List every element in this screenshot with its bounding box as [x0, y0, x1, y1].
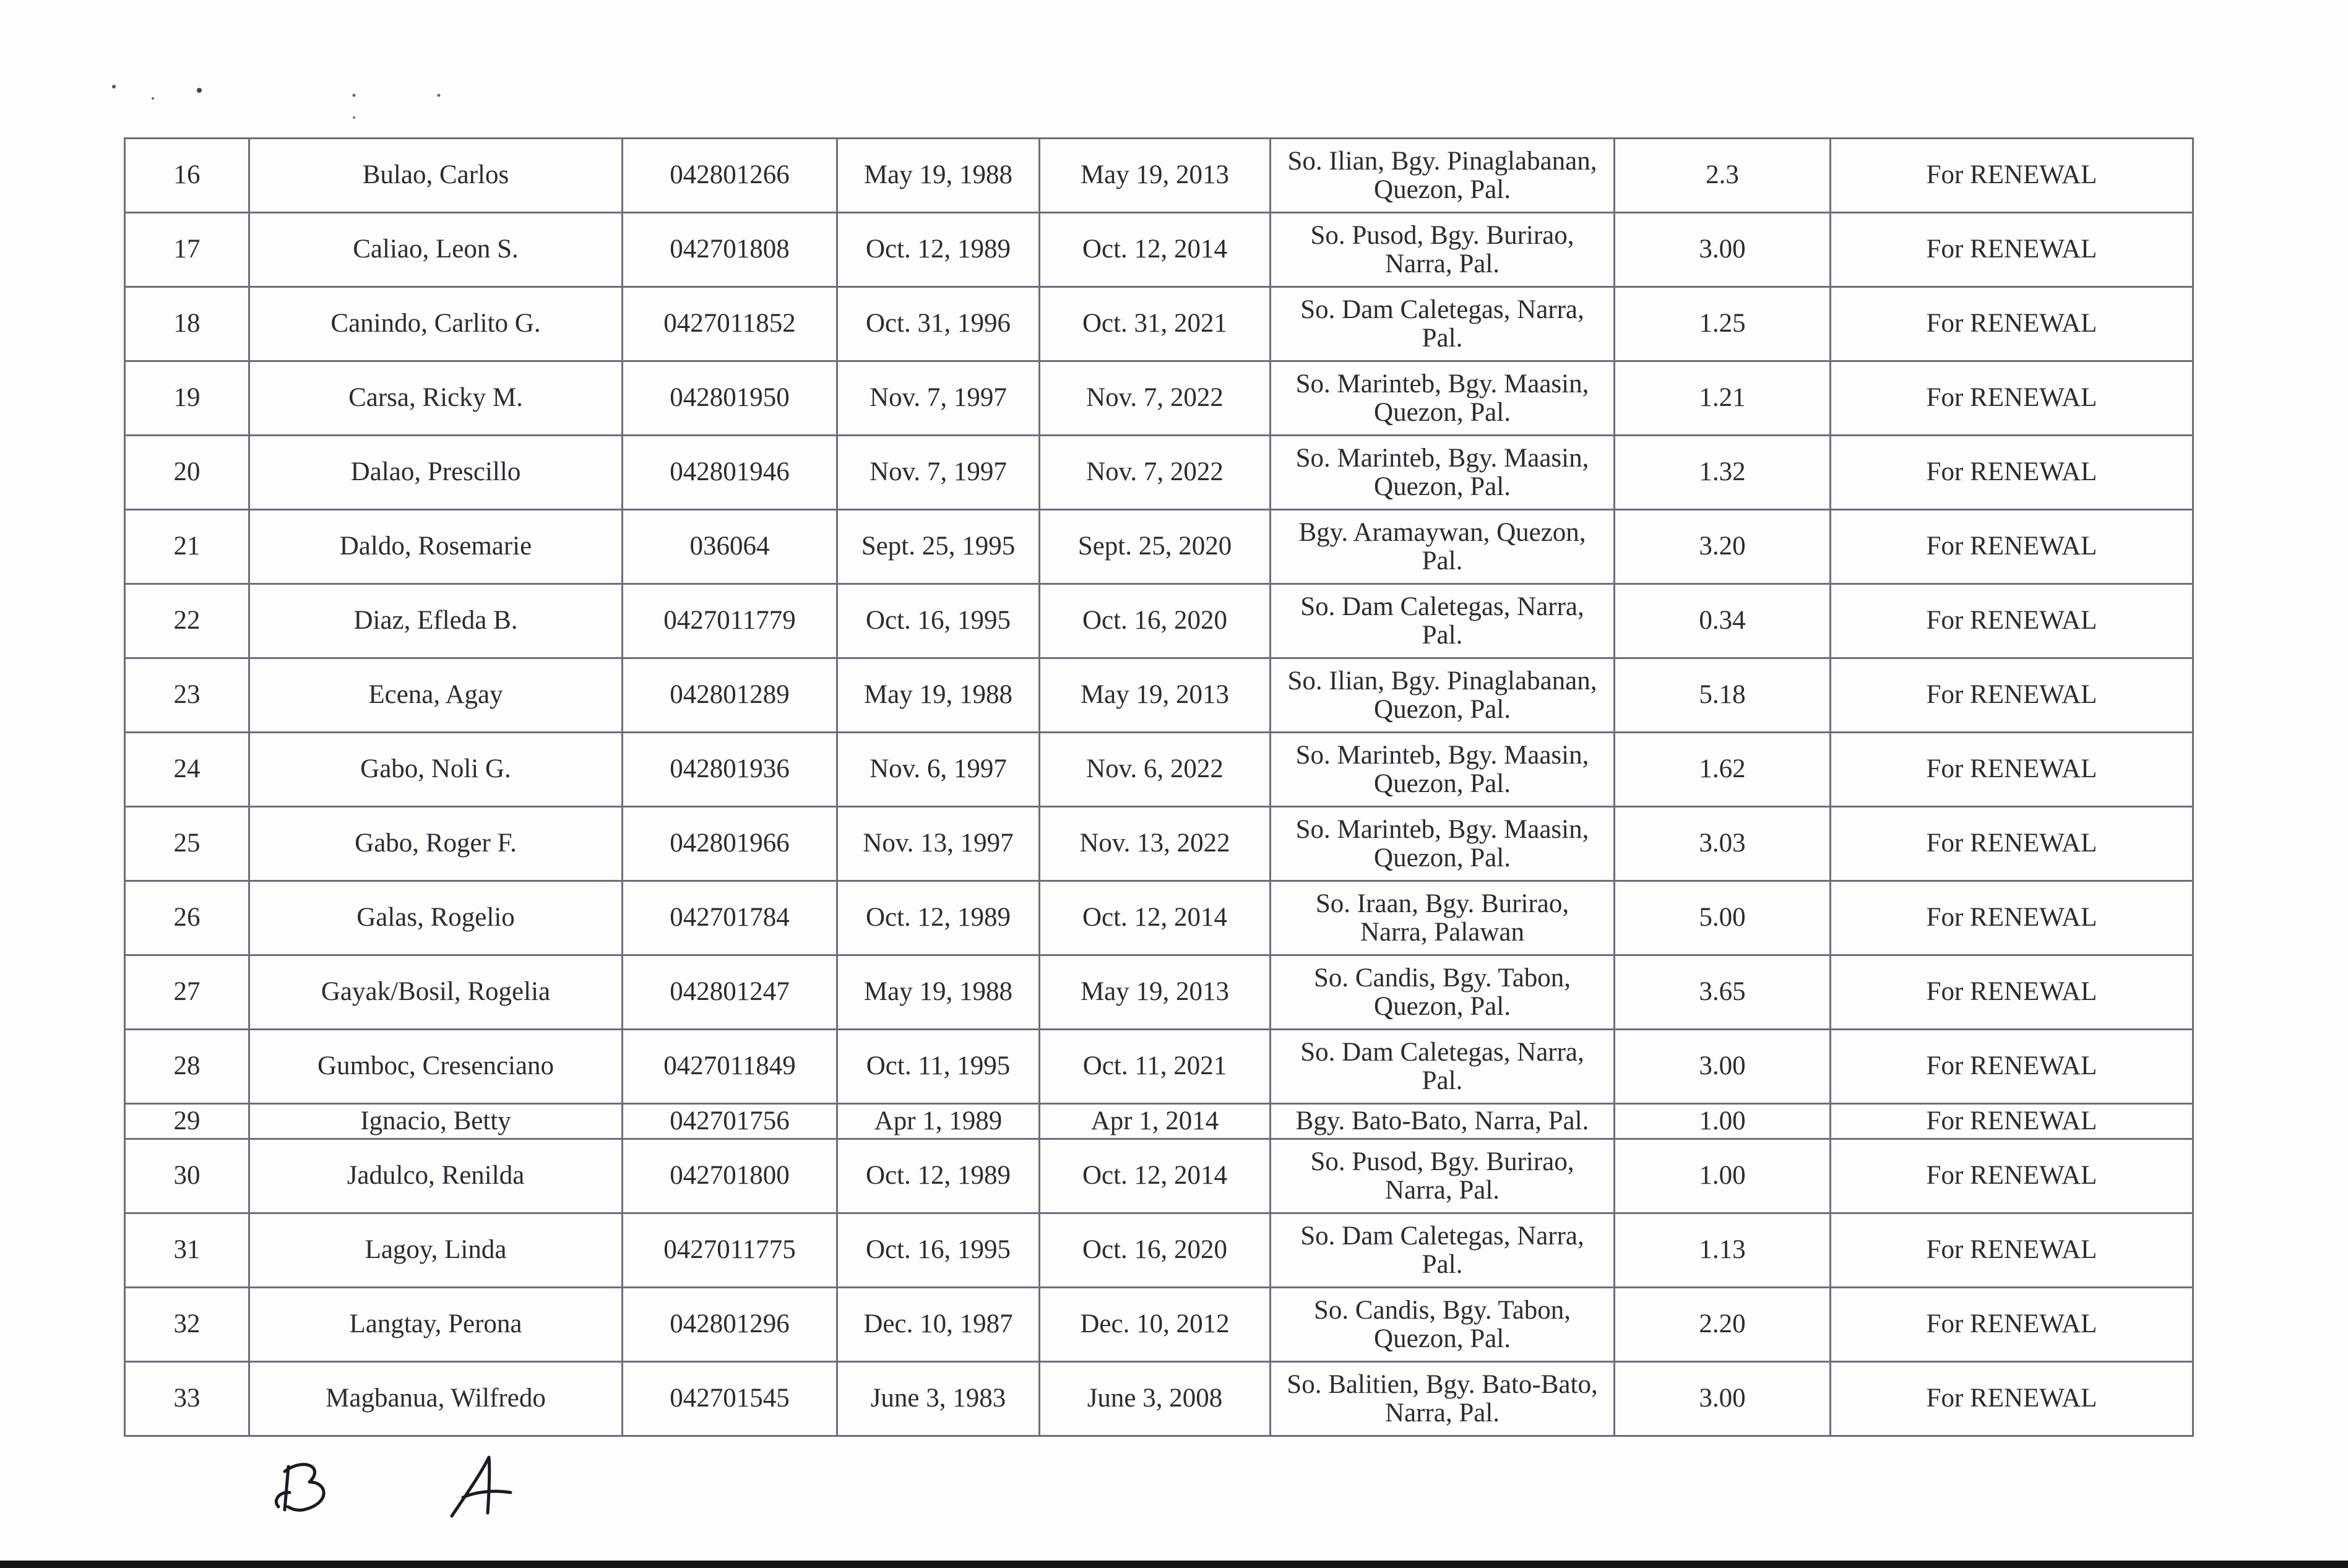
cell-area: 3.65	[1615, 955, 1831, 1030]
cell-date-issued: Oct. 16, 1995	[837, 1213, 1040, 1288]
cell-id-number: 042801289	[623, 658, 837, 733]
cell-number: 27	[125, 955, 249, 1030]
cell-area: 2.20	[1615, 1288, 1831, 1362]
cell-name: Langtay, Perona	[249, 1288, 623, 1362]
address-line-1: So. Pusod, Bgy. Burirao,	[1310, 1147, 1574, 1176]
table-row	[125, 881, 2193, 955]
cell-id-number: 042701784	[623, 881, 837, 955]
cell-name: Carsa, Ricky M.	[249, 361, 623, 436]
cell-address	[1271, 955, 1615, 1030]
cell-area: 1.32	[1615, 436, 1831, 510]
cell-name: Diaz, Efleda B.	[249, 584, 623, 658]
cell-address	[1271, 1213, 1615, 1288]
cell-number: 26	[125, 881, 249, 955]
address-line-2: Pal.	[1422, 1249, 1463, 1279]
cell-name: Magbanua, Wilfredo	[249, 1362, 623, 1436]
address-line-2: Narra, Pal.	[1384, 249, 1500, 278]
table-row	[125, 1030, 2193, 1104]
records-table	[124, 137, 2194, 1437]
cell-date-issued: Nov. 13, 1997	[837, 807, 1040, 881]
cell-remarks: For RENEWAL	[1831, 510, 2193, 584]
cell-area: 1.25	[1615, 287, 1831, 361]
cell-name: Galas, Rogelio	[249, 881, 623, 955]
address-line-2: Narra, Pal.	[1384, 1175, 1500, 1205]
cell-number: 20	[125, 436, 249, 510]
cell-date-issued: Nov. 6, 1997	[837, 733, 1040, 807]
cell-date-expiry: Oct. 11, 2021	[1040, 1030, 1271, 1104]
cell-address	[1271, 733, 1615, 807]
table-row	[125, 1288, 2193, 1362]
cell-date-expiry: Oct. 12, 2014	[1040, 213, 1271, 287]
table-row	[125, 361, 2193, 436]
cell-date-expiry: Nov. 7, 2022	[1040, 436, 1271, 510]
cell-address	[1271, 1362, 1615, 1436]
address-line-1: So. Candis, Bgy. Tabon,	[1313, 1295, 1571, 1325]
address-line-2: Quezon, Pal.	[1374, 694, 1511, 724]
cell-date-issued: Oct. 11, 1995	[837, 1030, 1040, 1104]
address-line-1: So. Dam Caletegas, Narra,	[1300, 592, 1584, 621]
cell-area: 2.3	[1615, 139, 1831, 213]
cell-area: 5.00	[1615, 881, 1831, 955]
address-line-2: Quezon, Pal.	[1374, 1324, 1511, 1353]
cell-remarks: For RENEWAL	[1831, 361, 2193, 436]
cell-date-issued: Nov. 7, 1997	[837, 361, 1040, 436]
cell-date-issued: Apr 1, 1989	[837, 1104, 1040, 1139]
cell-number: 33	[125, 1362, 249, 1436]
address-line-1: So. Dam Caletegas, Narra,	[1300, 1221, 1584, 1251]
cell-name: Ignacio, Betty	[249, 1104, 623, 1139]
cell-id-number: 0427011779	[623, 584, 837, 658]
table-row	[125, 213, 2193, 287]
cell-remarks: For RENEWAL	[1831, 1030, 2193, 1104]
cell-address	[1271, 510, 1615, 584]
cell-address	[1271, 1288, 1615, 1362]
cell-date-issued: May 19, 1988	[837, 139, 1040, 213]
cell-area: 3.00	[1615, 1030, 1831, 1104]
cell-name: Gumboc, Cresenciano	[249, 1030, 623, 1104]
cell-number: 24	[125, 733, 249, 807]
cell-date-expiry: June 3, 2008	[1040, 1362, 1271, 1436]
address-line-2: Pal.	[1422, 1066, 1463, 1095]
cell-date-issued: Dec. 10, 1987	[837, 1288, 1040, 1362]
cell-name: Gabo, Roger F.	[249, 807, 623, 881]
address-line-1: Bgy. Aramaywan, Quezon,	[1298, 517, 1586, 547]
cell-name: Gayak/Bosil, Rogelia	[249, 955, 623, 1030]
cell-area: 0.34	[1615, 584, 1831, 658]
address-line-2: Narra, Palawan	[1360, 917, 1525, 947]
address-line-2: Pal.	[1422, 620, 1463, 650]
address-line-2: Pal.	[1422, 323, 1463, 353]
cell-id-number: 042801247	[623, 955, 837, 1030]
cell-address	[1271, 287, 1615, 361]
address-line-2: Quezon, Pal.	[1374, 991, 1511, 1021]
cell-date-expiry: Oct. 16, 2020	[1040, 1213, 1271, 1288]
cell-remarks: For RENEWAL	[1831, 139, 2193, 213]
cell-name: Jadulco, Renilda	[249, 1139, 623, 1213]
cell-id-number: 042701756	[623, 1104, 837, 1139]
table-row	[125, 1139, 2193, 1213]
cell-name: Gabo, Noli G.	[249, 733, 623, 807]
cell-number: 16	[125, 139, 249, 213]
cell-area: 5.18	[1615, 658, 1831, 733]
cell-address	[1271, 807, 1615, 881]
cell-number: 25	[125, 807, 249, 881]
cell-number: 19	[125, 361, 249, 436]
address-line-2: Quezon, Pal.	[1374, 769, 1511, 798]
address-line-1: So. Marinteb, Bgy. Maasin,	[1295, 369, 1589, 398]
cell-id-number: 042801266	[623, 139, 837, 213]
cell-date-expiry: Nov. 13, 2022	[1040, 807, 1271, 881]
address-line-1: So. Dam Caletegas, Narra,	[1300, 1037, 1584, 1067]
address-line-1: So. Marinteb, Bgy. Maasin,	[1295, 814, 1589, 844]
cell-date-expiry: Oct. 16, 2020	[1040, 584, 1271, 658]
scan-specks	[105, 80, 477, 130]
cell-area: 1.00	[1615, 1104, 1831, 1139]
cell-date-issued: Oct. 12, 1989	[837, 213, 1040, 287]
cell-date-expiry: May 19, 2013	[1040, 955, 1271, 1030]
cell-id-number: 042801966	[623, 807, 837, 881]
cell-date-expiry: Nov. 6, 2022	[1040, 733, 1271, 807]
cell-address	[1271, 1139, 1615, 1213]
cell-remarks: For RENEWAL	[1831, 1362, 2193, 1436]
cell-id-number: 042701800	[623, 1139, 837, 1213]
cell-number: 17	[125, 213, 249, 287]
address-line-1: So. Dam Caletegas, Narra,	[1300, 295, 1584, 324]
cell-date-expiry: Oct. 12, 2014	[1040, 881, 1271, 955]
cell-id-number: 0427011775	[623, 1213, 837, 1288]
address-line-1: So. Marinteb, Bgy. Maasin,	[1295, 443, 1589, 473]
cell-remarks: For RENEWAL	[1831, 1139, 2193, 1213]
cell-remarks: For RENEWAL	[1831, 733, 2193, 807]
cell-remarks: For RENEWAL	[1831, 1104, 2193, 1139]
cell-id-number: 042701808	[623, 213, 837, 287]
cell-date-issued: June 3, 1983	[837, 1362, 1040, 1436]
cell-id-number: 042701545	[623, 1362, 837, 1436]
address-line-2: Quezon, Pal.	[1374, 174, 1511, 204]
table-row	[125, 1362, 2193, 1436]
cell-number: 23	[125, 658, 249, 733]
table-row	[125, 287, 2193, 361]
table-row	[125, 955, 2193, 1030]
cell-date-issued: May 19, 1988	[837, 955, 1040, 1030]
cell-remarks: For RENEWAL	[1831, 955, 2193, 1030]
address-line-1: So. Balitien, Bgy. Bato-Bato,	[1287, 1369, 1598, 1399]
cell-remarks: For RENEWAL	[1831, 1288, 2193, 1362]
cell-date-expiry: Oct. 12, 2014	[1040, 1139, 1271, 1213]
cell-date-issued: Oct. 16, 1995	[837, 584, 1040, 658]
cell-date-issued: Oct. 12, 1989	[837, 881, 1040, 955]
cell-address	[1271, 1104, 1615, 1139]
cell-name: Caliao, Leon S.	[249, 213, 623, 287]
address-line-1: So. Ilian, Bgy. Pinaglabanan,	[1287, 146, 1597, 176]
cell-remarks: For RENEWAL	[1831, 1213, 2193, 1288]
address-line-2: Quezon, Pal.	[1374, 472, 1511, 501]
address-line-1: Bgy. Bato-Bato, Narra, Pal.	[1295, 1106, 1589, 1136]
table-row	[125, 733, 2193, 807]
table-row	[125, 584, 2193, 658]
address-line-1: So. Candis, Bgy. Tabon,	[1313, 963, 1571, 993]
cell-number: 29	[125, 1104, 249, 1139]
cell-number: 22	[125, 584, 249, 658]
cell-remarks: For RENEWAL	[1831, 807, 2193, 881]
cell-number: 21	[125, 510, 249, 584]
cell-name: Dalao, Prescillo	[249, 436, 623, 510]
cell-area: 1.00	[1615, 1139, 1831, 1213]
cell-address	[1271, 436, 1615, 510]
table-body	[125, 139, 2193, 1436]
table-row	[125, 807, 2193, 881]
address-line-1: So. Ilian, Bgy. Pinaglabanan,	[1287, 666, 1597, 696]
cell-id-number: 0427011849	[623, 1030, 837, 1104]
cell-address	[1271, 139, 1615, 213]
cell-remarks: For RENEWAL	[1831, 584, 2193, 658]
table-row	[125, 1104, 2193, 1139]
cell-date-expiry: Nov. 7, 2022	[1040, 361, 1271, 436]
cell-number: 28	[125, 1030, 249, 1104]
cell-number: 18	[125, 287, 249, 361]
cell-area: 1.13	[1615, 1213, 1831, 1288]
address-line-1: So. Pusod, Bgy. Burirao,	[1310, 220, 1574, 250]
cell-date-issued: Nov. 7, 1997	[837, 436, 1040, 510]
cell-name: Canindo, Carlito G.	[249, 287, 623, 361]
cell-name: Daldo, Rosemarie	[249, 510, 623, 584]
cell-address	[1271, 213, 1615, 287]
cell-remarks: For RENEWAL	[1831, 287, 2193, 361]
cell-date-expiry: May 19, 2013	[1040, 139, 1271, 213]
cell-id-number: 042801946	[623, 436, 837, 510]
cell-number: 30	[125, 1139, 249, 1213]
cell-id-number: 042801296	[623, 1288, 837, 1362]
cell-remarks: For RENEWAL	[1831, 881, 2193, 955]
cell-date-issued: Oct. 12, 1989	[837, 1139, 1040, 1213]
address-line-2: Quezon, Pal.	[1374, 843, 1511, 872]
cell-address	[1271, 1030, 1615, 1104]
cell-date-expiry: Apr 1, 2014	[1040, 1104, 1271, 1139]
table-row	[125, 658, 2193, 733]
cell-name: Ecena, Agay	[249, 658, 623, 733]
cell-address	[1271, 658, 1615, 733]
cell-remarks: For RENEWAL	[1831, 213, 2193, 287]
cell-number: 32	[125, 1288, 249, 1362]
address-line-1: So. Iraan, Bgy. Burirao,	[1315, 889, 1569, 918]
cell-area: 3.00	[1615, 1362, 1831, 1436]
cell-date-issued: May 19, 1988	[837, 658, 1040, 733]
address-line-2: Narra, Pal.	[1384, 1398, 1500, 1428]
cell-address	[1271, 361, 1615, 436]
address-line-2: Pal.	[1422, 546, 1463, 575]
cell-area: 1.62	[1615, 733, 1831, 807]
cell-id-number: 036064	[623, 510, 837, 584]
cell-id-number: 042801936	[623, 733, 837, 807]
cell-remarks: For RENEWAL	[1831, 658, 2193, 733]
cell-area: 3.00	[1615, 213, 1831, 287]
cell-area: 1.21	[1615, 361, 1831, 436]
cell-address	[1271, 881, 1615, 955]
address-line-2: Quezon, Pal.	[1374, 397, 1511, 427]
cell-id-number: 042801950	[623, 361, 837, 436]
cell-date-expiry: Oct. 31, 2021	[1040, 287, 1271, 361]
table-row	[125, 436, 2193, 510]
table-row	[125, 139, 2193, 213]
signature-initials	[266, 1448, 526, 1522]
scan-bottom-edge	[0, 1561, 2348, 1568]
cell-name: Bulao, Carlos	[249, 139, 623, 213]
address-line-1: So. Marinteb, Bgy. Maasin,	[1295, 740, 1589, 770]
cell-date-issued: Sept. 25, 1995	[837, 510, 1040, 584]
cell-date-expiry: Sept. 25, 2020	[1040, 510, 1271, 584]
cell-id-number: 0427011852	[623, 287, 837, 361]
cell-date-expiry: May 19, 2013	[1040, 658, 1271, 733]
cell-area: 3.20	[1615, 510, 1831, 584]
cell-address	[1271, 584, 1615, 658]
cell-date-issued: Oct. 31, 1996	[837, 287, 1040, 361]
cell-date-expiry: Dec. 10, 2012	[1040, 1288, 1271, 1362]
cell-number: 31	[125, 1213, 249, 1288]
cell-name: Lagoy, Linda	[249, 1213, 623, 1288]
table-row	[125, 510, 2193, 584]
table-row	[125, 1213, 2193, 1288]
cell-area: 3.03	[1615, 807, 1831, 881]
cell-remarks: For RENEWAL	[1831, 436, 2193, 510]
